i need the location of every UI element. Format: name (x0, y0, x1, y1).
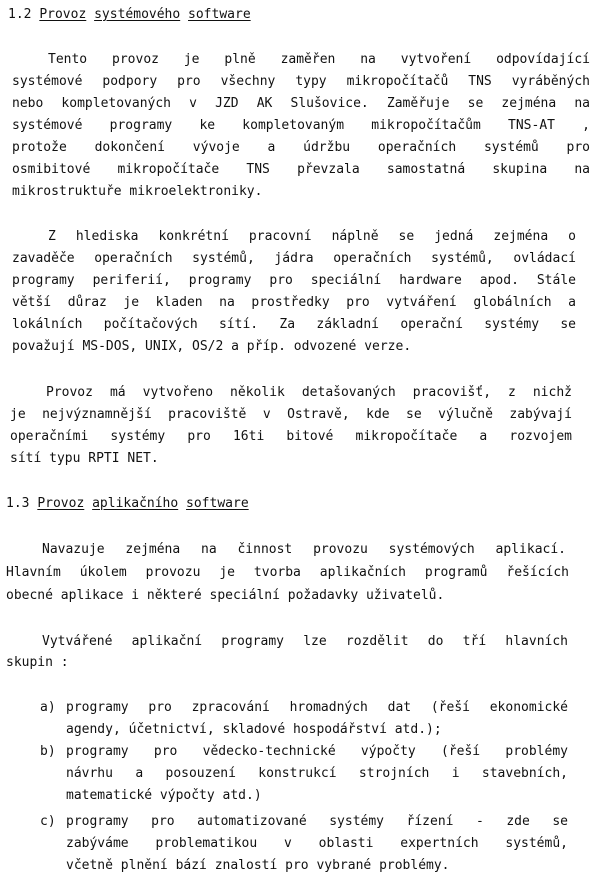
text-line: Tento provoz je plně zaměřen na vytvoření odpovídající (48, 52, 590, 67)
text-line: obecné aplikace i některé speciální požadavky uživatelů. (6, 588, 445, 603)
heading-word: software (188, 7, 251, 22)
heading-word: Provoz (39, 7, 87, 22)
text-line: operačními systémy pro 16ti bitové mikropočítače a rozvojem (10, 429, 572, 444)
section-number: 1.3 (6, 496, 30, 511)
text-line: osmibitové mikropočítače TNS převzala samostatná skupina na (12, 162, 590, 177)
text-line: agendy, účetnictví, skladové hospodářství atd.); (66, 722, 442, 737)
text-line: Hlavním úkolem provozu je tvorba aplikačních programů řešících (6, 565, 569, 580)
text-line: návrhu a posouzení konstrukcí strojních i stavebních, (66, 766, 568, 781)
text-line: nebo kompletovaných v JZD AK Slušovice. Zaměřuje se zejména na (12, 96, 590, 111)
text-line: Vytvářené aplikační programy lze rozdělit do tří hlavních (42, 634, 568, 649)
heading-word: software (186, 496, 249, 511)
list-marker: a) (40, 700, 56, 715)
text-line: sítí typu RPTI NET. (10, 451, 159, 466)
text-line: skupin : (6, 655, 69, 670)
text-line: protože dokončení vývoje a údržbu operačních systémů pro (12, 140, 590, 155)
text-line: Provoz má vytvořeno několik detašovaných pracovišť, z nichž (46, 385, 572, 400)
text-line: zabýváme problematikou v oblasti expertních systémů, (66, 836, 568, 851)
section-heading-1-2 (8, 7, 607, 23)
text-line: považují MS-DOS, UNIX, OS/2 a příp. odvozené verze. (12, 339, 412, 354)
text-line: matematické výpočty atd.) (66, 788, 262, 803)
heading-word: systémového (94, 7, 181, 22)
text-line: včetně plnění bází znalostí pro vybrané problémy. (66, 858, 450, 873)
text-line: je nejvýznamnější pracoviště v Ostravě, kde se výlučně zabývají (10, 407, 572, 422)
text-line: větší důraz je kladen na prostředky pro vytváření globálních a (12, 295, 576, 310)
text-line: Navazuje zejména na činnost provozu systémových aplikací. (42, 542, 566, 557)
text-line: programy pro zpracování hromadných dat (řeší ekonomické (66, 700, 568, 715)
heading-word: aplikačního (92, 496, 179, 511)
text-line: systémové podpory pro všechny typy mikropočítačů TNS vyráběných (12, 74, 590, 89)
section-number: 1.2 (8, 7, 32, 22)
text-line: programy pro automatizované systémy řízení - zde se (66, 814, 568, 829)
text-line: programy pro vědecko-technické výpočty (řeší problémy (66, 744, 568, 759)
text-line: systémové programy ke kompletovaným mikropočítačům TNS-AT , (12, 118, 590, 133)
text-line: programy periferií, programy pro speciální hardware apod. Stále (12, 273, 576, 288)
text-line: mikrostruktuře mikroelektroniky. (12, 184, 263, 199)
text-line: zavaděče operačních systémů, jádra operačních systémů, ovládací (12, 251, 576, 266)
list-marker: b) (40, 744, 56, 759)
text-line: Z hlediska konkrétní pracovní náplně se jedná zejména o (48, 229, 576, 244)
list-marker: c) (40, 814, 56, 829)
heading-word: Provoz (37, 496, 85, 511)
section-heading-1-3 (6, 496, 606, 512)
text-line: lokálních počítačových sítí. Za základní operační systémy se (12, 317, 576, 332)
